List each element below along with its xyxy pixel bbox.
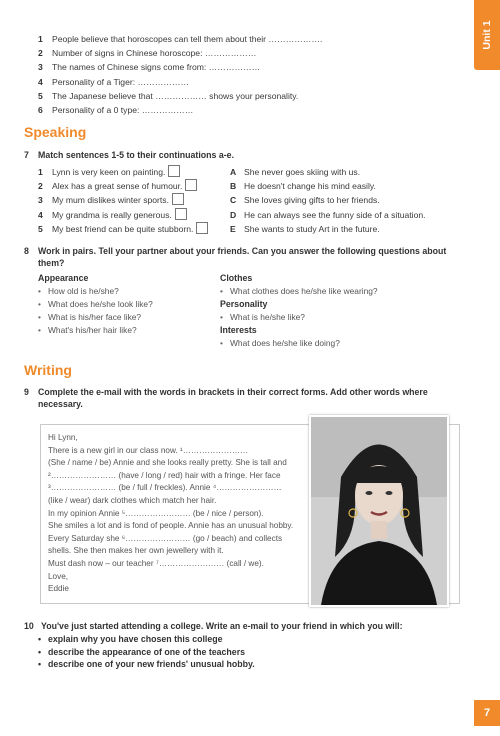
email-box xyxy=(40,424,460,604)
email-line: There is a new girl in our class now. ¹…………………… xyxy=(48,445,249,455)
item-text: Personality of a 0 type: ……………… xyxy=(52,104,194,115)
writing-heading: Writing xyxy=(24,362,72,378)
exercise-number: 7 xyxy=(24,150,29,160)
list-item: • explain why you have chosen this college xyxy=(38,633,458,646)
exercise-text: Match sentences 1-5 to their continuations a-e. xyxy=(38,150,235,160)
item-number: 5 xyxy=(38,90,43,101)
item-letter: E xyxy=(230,223,236,234)
item-text: She never goes skiing with us. xyxy=(244,167,361,177)
item-letter: D xyxy=(230,209,237,220)
list-item xyxy=(38,32,458,46)
item-text: Number of signs in Chinese horoscope: ……………… xyxy=(52,48,257,59)
item-number: 5 xyxy=(38,223,43,234)
item-text: The Japanese believe that ……………… shows your personality. xyxy=(52,90,299,101)
answer-box[interactable] xyxy=(185,179,197,191)
email-line: Hi Lynn, xyxy=(48,433,78,442)
email-line: She smiles a lot and is fond of people. Annie has an unusual hobby. xyxy=(48,521,294,531)
list-item xyxy=(38,60,458,74)
item-text: The names of Chinese signs come from: ……………… xyxy=(52,62,261,73)
item-text: She loves giving gifts to her friends. xyxy=(244,195,380,206)
item-text: Lynn is very keen on painting. xyxy=(52,167,166,177)
answer-box[interactable] xyxy=(196,222,208,234)
appearance-heading: Appearance xyxy=(38,273,89,283)
exercise-text: Work in pairs. Tell your partner about your friends. Can you answer the following questions about xyxy=(38,246,447,256)
list-item xyxy=(230,193,460,207)
list-item xyxy=(230,222,460,236)
appearance-block xyxy=(38,272,218,337)
email-line: shells. She then makes her own jewellery with it. xyxy=(48,546,224,556)
continuation-list xyxy=(230,165,460,236)
item-text: He doesn't change his mind easily. xyxy=(244,181,376,192)
item-letter: B xyxy=(230,181,237,192)
email-text xyxy=(48,432,303,596)
list-item xyxy=(38,89,458,103)
list-item xyxy=(230,165,460,179)
sentence-list xyxy=(38,165,228,236)
speaking-heading: Speaking xyxy=(24,124,87,140)
list-item xyxy=(230,208,460,222)
unit-tab-label: Unit 1 xyxy=(481,20,493,50)
exercise-text: Complete the e-mail with the words in brackets in their correct forms. Add other words where xyxy=(38,387,428,397)
item-number: 2 xyxy=(38,48,43,59)
item-text: Personality of a Tiger: ……………… xyxy=(52,76,190,87)
item-number: 6 xyxy=(38,104,43,115)
item-text: My mum dislikes winter sports. xyxy=(52,195,169,206)
list-item: • describe one of your new friends' unusual hobby. xyxy=(38,658,458,671)
item-number: 3 xyxy=(38,62,43,73)
exercise-text: You've just started attending a college. Write an e-mail to your friend in which you will: xyxy=(41,621,403,631)
email-line: (She / name / be) Annie and she looks really pretty. She is tall and xyxy=(48,458,287,468)
email-line: Love, xyxy=(48,571,69,581)
item-letter: C xyxy=(230,195,237,206)
exercise-number: 9 xyxy=(24,387,29,397)
exercise-10-bullets xyxy=(38,633,458,671)
list-item xyxy=(38,165,228,179)
list-item: • What does he/she like doing? xyxy=(220,337,460,350)
answer-box[interactable] xyxy=(175,208,187,220)
item-text: My grandma is really generous. xyxy=(52,209,172,220)
email-line: ²…………………… (have / long / red) hair with a fringe. Her face xyxy=(48,470,281,480)
list-item xyxy=(38,193,228,207)
clothes-personality-block xyxy=(220,272,460,350)
email-line: In my opinion Annie ⁵…………………… (be / nice / person). xyxy=(48,508,264,518)
woman-portrait-photo xyxy=(309,415,449,607)
unit-tab xyxy=(474,0,500,70)
list-item: • What clothes does he/she like wearing? xyxy=(220,285,460,298)
item-letter: A xyxy=(230,167,237,177)
email-line: Every Saturday she ⁶…………………… (go / beach) and collects xyxy=(48,533,283,543)
email-line: Eddie xyxy=(48,584,69,594)
exercise-number: 8 xyxy=(24,246,29,256)
interests-heading: Interests xyxy=(220,325,257,335)
list-item xyxy=(38,75,458,89)
portrait-illustration xyxy=(311,417,447,605)
item-number: 2 xyxy=(38,181,43,192)
email-line: ³…………………… (be / full / freckles). Annie ⁴…………………… xyxy=(48,483,282,493)
list-item: • What's his/her hair like? xyxy=(38,324,218,337)
item-text: My best friend can be quite stubborn. xyxy=(52,223,194,234)
item-number: 4 xyxy=(38,76,43,87)
exercise-8-instruction xyxy=(24,245,464,269)
item-text: He can always see the funny side of a situation. xyxy=(244,209,426,220)
exercise-9-instruction xyxy=(24,386,464,410)
exercise-text-continued: them? xyxy=(38,258,65,268)
list-item: • What is he/she like? xyxy=(220,311,460,324)
email-line: (like / wear) dark clothes which match her hair. xyxy=(48,495,217,505)
list-item xyxy=(38,103,458,117)
clothes-heading: Clothes xyxy=(220,273,253,283)
exercise-text-continued: necessary. xyxy=(38,399,83,409)
list-item: • How old is he/she? xyxy=(38,285,218,298)
email-line: Must dash now – our teacher ⁷…………………… (call / we). xyxy=(48,558,264,568)
item-number: 1 xyxy=(38,167,43,177)
item-number: 3 xyxy=(38,195,43,206)
item-number: 4 xyxy=(38,209,43,220)
personality-heading: Personality xyxy=(220,299,268,309)
exercise-10-instruction xyxy=(24,620,464,632)
item-text: Alex has a great sense of humour. xyxy=(52,181,183,192)
list-item xyxy=(38,46,458,60)
list-item: • describe the appearance of one of the teachers xyxy=(38,646,458,659)
list-item: • What is his/her face like? xyxy=(38,311,218,324)
answer-box[interactable] xyxy=(168,165,180,177)
list-item xyxy=(230,179,460,193)
item-text: She wants to study Art in the future. xyxy=(244,223,380,234)
page-number: 7 xyxy=(474,700,500,726)
question-list xyxy=(38,32,458,117)
answer-box[interactable] xyxy=(172,193,184,205)
exercise-7-instruction xyxy=(24,149,234,161)
exercise-number: 10 xyxy=(24,621,34,631)
list-item: • What does he/she look like? xyxy=(38,298,218,311)
list-item xyxy=(38,179,228,193)
list-item xyxy=(38,222,228,236)
item-number: 1 xyxy=(38,34,43,44)
list-item xyxy=(38,208,228,222)
item-text: People believe that horoscopes can tell them about their ………………. xyxy=(52,34,323,44)
